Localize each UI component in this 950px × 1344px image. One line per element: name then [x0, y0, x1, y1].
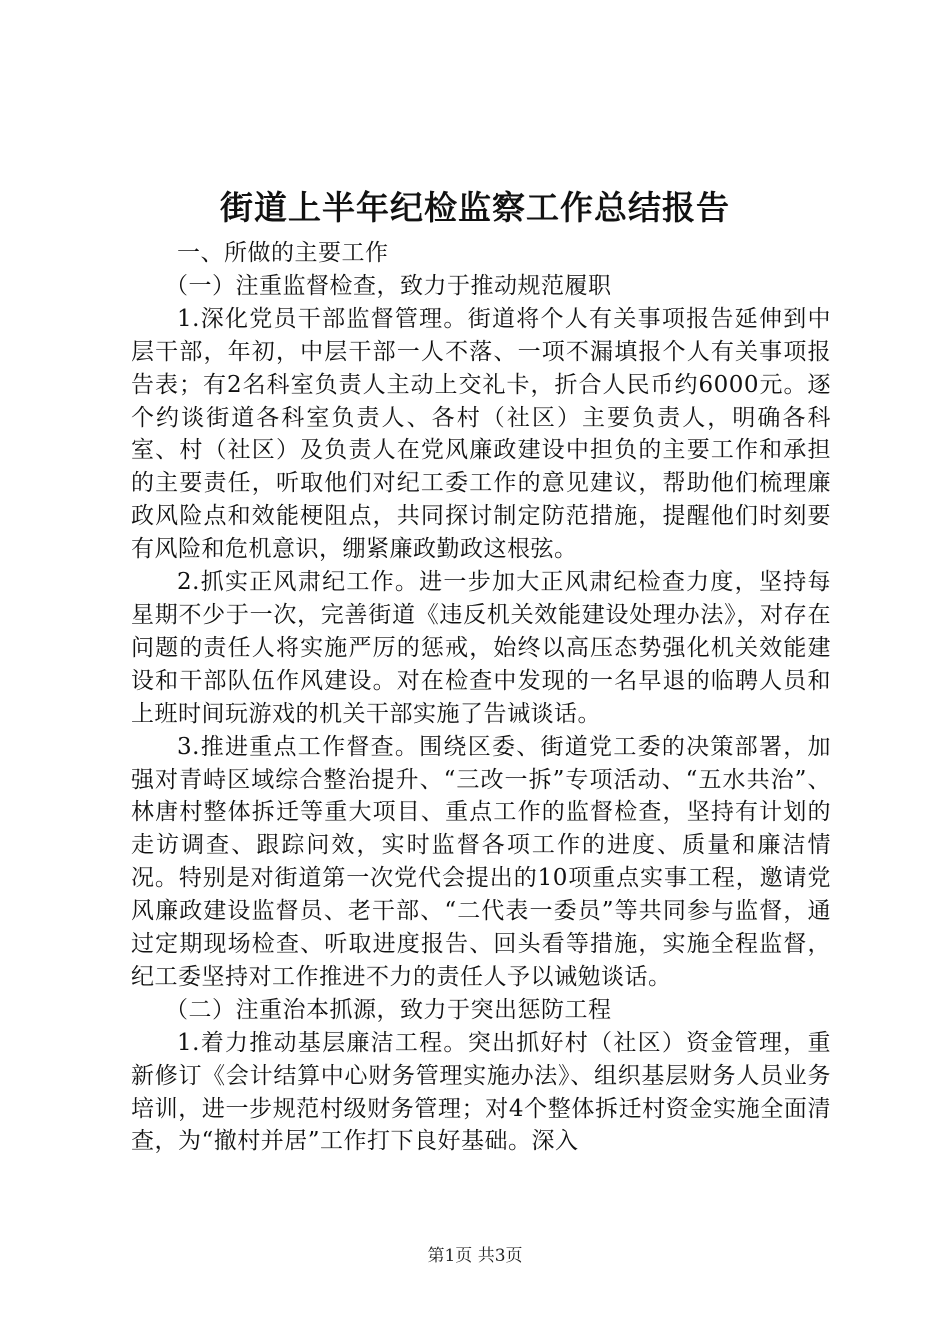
subsection-heading: （二）注重治本抓源，致力于突出惩防工程	[165, 996, 612, 1023]
page-footer: 第1页 共3页	[427, 1246, 523, 1266]
document-title: 街道上半年纪检监察工作总结报告	[220, 188, 730, 227]
document-body	[131, 237, 831, 1158]
subsection-heading: （一）注重监督检查，致力于推动规范履职	[165, 272, 612, 299]
body-paragraph: 1.着力推动基层廉洁工程。突出抓好村（社区）资金管理，重新修订《会计结算中心财务管理实施办法》、组织基层财务人员业务培训，进一步规范村级财务管理；对4个整体拆迁村资金实施全面清查，为“撤村并居”工作打下良好基础。深入	[131, 1029, 831, 1155]
body-paragraph: 2.抓实正风肃纪工作。进一步加大正风肃纪检查力度，坚持每星期不少于一次，完善街道《违反机关效能建设处理办法》，对存在问题的责任人将实施严厉的惩戒，始终以高压态势强化机关效能建设和干部队伍作风建设。对在检查中发现的一名早退的临聘人员和上班时间玩游戏的机关干部实施了告诫谈话。	[131, 569, 831, 727]
body-paragraph: 3.推进重点工作督查。围绕区委、街道党工委的决策部署，加强对青峙区域综合整治提升、“三改一拆”专项活动、“五水共治”、林唐村整体拆迁等重大项目、重点工作的监督检查，坚持有计划的走访调查、跟踪问效，实时监督各项工作的进度、质量和廉洁情况。特别是对街道第一次党代会提出的10项重点实事工程，邀请党风廉政建设监督员、老干部、“二代表一委员”等共同参与监督，通过定期现场检查、听取进度报告、回头看等措施，实施全程监督，纪工委坚持对工作推进不力的责任人予以诫勉谈话。	[131, 733, 831, 990]
body-paragraph: 1.深化党员干部监督管理。街道将个人有关事项报告延伸到中层干部，年初，中层干部一人不落、一项不漏填报个人有关事项报告表；有2名科室负责人主动上交礼卡，折合人民币约6000元。逐个约谈街道各科室负责人、各村（社区）主要负责人，明确各科室、村（社区）及负责人在党风廉政建设中担负的主要工作和承担的主要责任，听取他们对纪工委工作的意见建议，帮助他们梳理廉政风险点和效能梗阻点，共同探讨制定防范措施，提醒他们时刻要有风险和危机意识，绷紧廉政勤政这根弦。	[131, 305, 831, 563]
section-heading: 一、所做的主要工作	[177, 240, 389, 266]
